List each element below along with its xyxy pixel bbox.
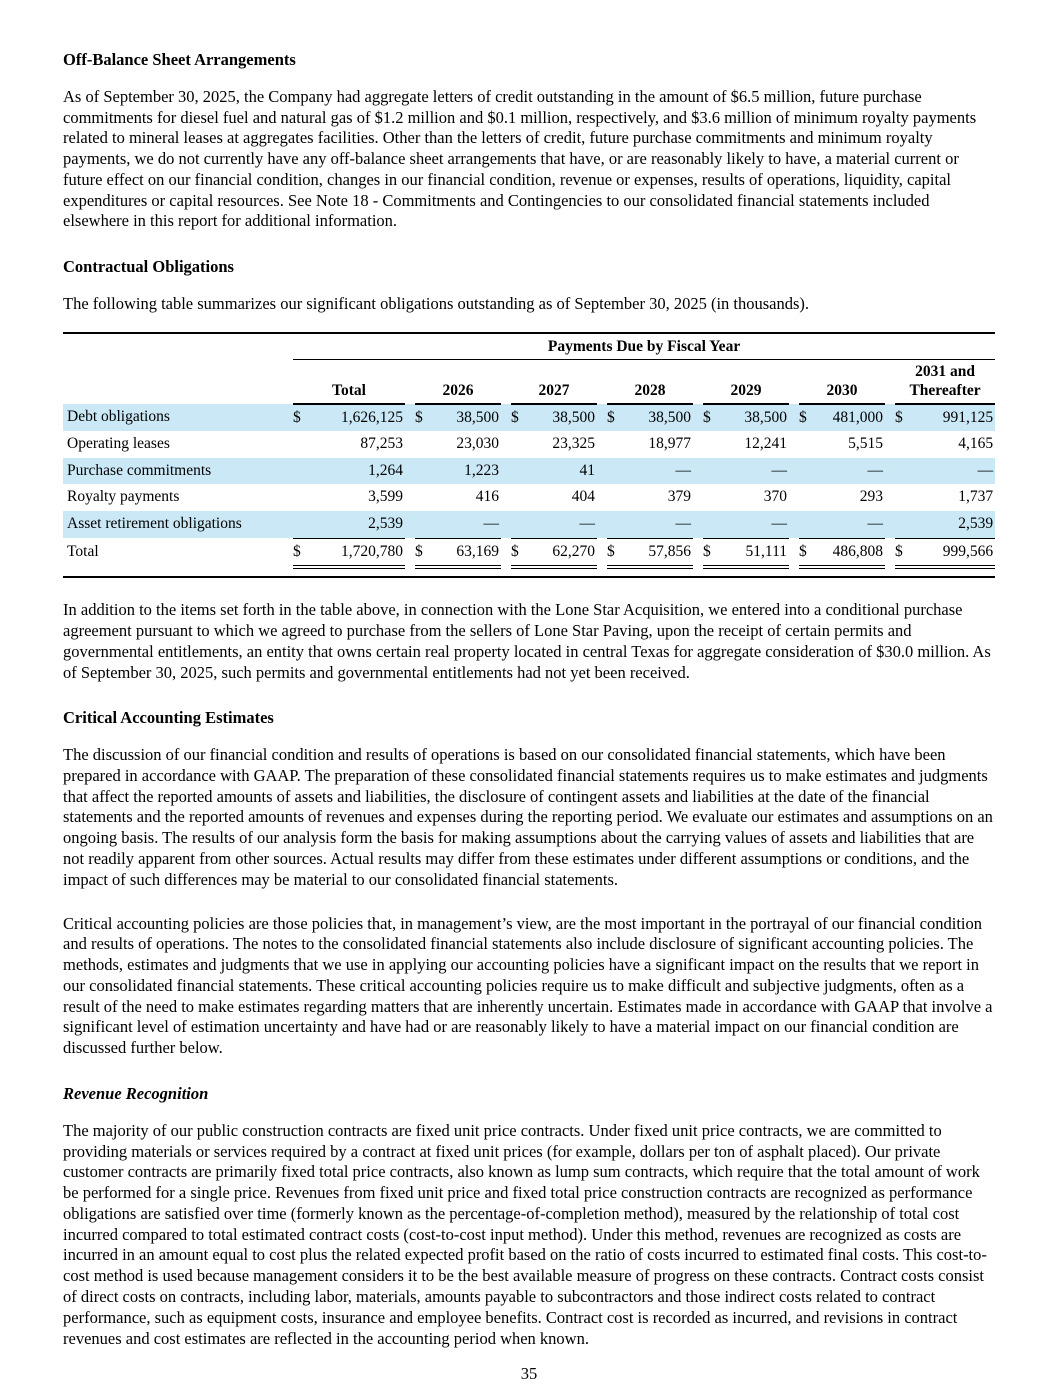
currency-cell: $ [293,404,313,432]
spacer-cell [693,538,703,567]
spacer-cell [501,484,511,511]
spacer-cell [789,484,799,511]
currency-cell [703,511,717,538]
spacer-cell [885,404,895,432]
spacer-cell [597,431,607,458]
spacer-cell [885,458,895,485]
spacer-cell [501,538,511,567]
currency-cell [607,458,621,485]
value-cell: 379 [667,488,691,506]
currency-cell [703,458,717,485]
paragraph-off-balance-sheet: As of September 30, 2025, the Company had aggregate letters of credit outstanding in the amount of $6.5 million, future purchase commitments for diesel fuel and natural gas of $1.2 million and $0.1 million, respectively, and $3.6 million of minimum royalty payments related to mineral leases at aggregates facilities. Other than the letters of credit, future purchase commitments and minimum royalty payments, we do not currently have any off-balance sheet arrangements that have, or are reasonably likely to have, a material current or future effect on our financial condition, changes in our financial condition, revenue or expenses, results of operations, liquidity, capital expenditures or capital resources. See Note 18 - Commitments and Contingencies to our consolidated financial statements included elsewhere in this report for additional information. [63,86,977,231]
spacer-cell [789,404,799,432]
column-header: 2030 [799,360,885,404]
currency-cell [607,431,621,458]
value-cell: 1,737 [958,488,994,506]
currency-cell: $ [799,538,813,567]
value-cell: 2,539 [909,511,995,538]
currency-cell [703,431,717,458]
spacer-cell [405,538,415,567]
currency-cell [293,484,313,511]
value-cell: 991,125 [909,404,995,432]
row-label: Royalty payments [67,488,180,506]
currency-cell [895,458,909,485]
value-cell: 18,977 [648,435,691,453]
column-header: 2028 [607,360,693,404]
table-group-header-row [63,337,995,360]
column-header: 2027 [511,360,597,404]
section-heading-revenue-recognition: Revenue Recognition [63,1084,209,1103]
value-cell: 1,626,125 [313,404,405,432]
spacer-cell [597,360,607,404]
value-cell: 57,856 [621,538,693,567]
currency-cell [895,431,909,458]
value-cell: — [909,458,995,485]
value-cell: 87,253 [360,435,403,453]
group-header-label: Payments Due by Fiscal Year [293,337,995,360]
spacer-cell [789,458,799,485]
currency-cell: $ [415,538,429,567]
spacer-cell [405,458,415,485]
value-cell: 1,264 [313,458,405,485]
table-row [63,404,995,432]
spacer-cell [405,484,415,511]
currency-cell: $ [607,404,621,432]
table-total-row [63,538,995,567]
spacer-cell [405,360,415,404]
column-header: 2026 [415,360,501,404]
paragraph-critical-2: Critical accounting policies are those policies that, in management’s view, are the most important in the portrayal of our financial condition and results of operations. The notes to the consolidated financial statements also include disclosure of significant accounting policies. The methods, estimates and judgments that we use in applying our accounting policies have a significant impact on the results that we report in our consolidated financial statements. These critical accounting policies require us to make difficult and subjective judgments, often as a result of the need to make estimates regarding matters that are inherently uncertain. Estimates made in accordance with GAAP that involve a significant level of estimation uncertainty and have had or are reasonably likely to have a material impact on our financial condition are discussed further below. [63,913,993,1058]
spacer-cell [693,511,703,538]
table-row [63,511,995,538]
column-header: 2029 [703,360,789,404]
value-cell: 23,325 [552,435,595,453]
spacer-cell [405,404,415,432]
currency-cell [293,511,313,538]
spacer-cell [405,431,415,458]
currency-cell [895,484,909,511]
value-cell: 12,241 [744,435,787,453]
value-cell: — [621,511,693,538]
value-cell: 486,808 [813,538,885,567]
value-cell: 51,111 [717,538,789,567]
currency-cell [415,484,429,511]
currency-cell [415,458,429,485]
spacer-cell [597,511,607,538]
row-label: Debt obligations [63,404,293,432]
value-cell: 2,539 [313,511,405,538]
value-cell: — [813,511,885,538]
currency-cell [415,511,429,538]
currency-cell [799,458,813,485]
currency-cell: $ [703,538,717,567]
spacer-cell [501,458,511,485]
obligations-table-container [63,332,995,578]
value-cell: — [717,511,789,538]
value-cell: 3,599 [368,488,403,506]
currency-cell: $ [895,404,909,432]
currency-cell: $ [511,538,525,567]
spacer-cell [501,511,511,538]
value-cell: — [813,458,885,485]
paragraph-after-table: In addition to the items set forth in the table above, in connection with the Lone Star Acquisition, we entered into a conditional purchase agreement pursuant to which we agreed to purchase from the sellers of Lone Star Paving, upon the receipt of certain permits and governmental entitlements, an entity that owns certain real property located in central Texas for aggregate consideration of $30.0 million. As of September 30, 2025, such permits and governmental entitlements had not yet been received. [63,600,991,682]
table-row [63,484,995,511]
value-cell: 41 [525,458,597,485]
value-cell: 481,000 [813,404,885,432]
table-row [63,431,995,458]
value-cell: 416 [475,488,499,506]
column-header: Total [293,360,405,404]
row-label: Asset retirement obligations [63,511,293,538]
currency-cell: $ [799,404,813,432]
paragraph-critical-1: The discussion of our financial condition and results of operations is based on our consolidated financial statements, which have been prepared in accordance with GAAP. The preparation of these consolidated financial statements requires us to make estimates and judgments that affect the reported amounts of assets and liabilities, the disclosure of contingent assets and liabilities at the date of the financial statements and the reported amounts of revenues and expenses during the reporting period. We evaluate our estimates and assumptions on an ongoing basis. The results of our analysis form the basis for making assumptions about the carrying values of assets and liabilities that are not readily apparent from other sources. Actual results may differ from these estimates under different assumptions or conditions, and the impact of such differences may be material to our consolidated financial statements. [63,745,993,889]
spacer-cell [789,360,799,404]
value-cell: 4,165 [958,435,994,453]
currency-cell [293,458,313,485]
currency-cell [607,511,621,538]
spacer-cell [789,431,799,458]
value-cell: — [717,458,789,485]
value-cell: 293 [859,488,883,506]
spacer-cell [501,360,511,404]
value-cell: 1,223 [429,458,501,485]
spacer-cell [885,538,895,567]
spacer-cell [597,458,607,485]
table-column-header-row [63,360,995,404]
row-label: Purchase commitments [63,458,293,485]
spacer-cell [885,431,895,458]
value-cell: — [621,458,693,485]
currency-cell: $ [511,404,525,432]
spacer-cell [693,458,703,485]
value-cell: 63,169 [429,538,501,567]
value-cell: 370 [763,488,787,506]
row-label: Operating leases [67,435,170,453]
currency-cell [511,431,525,458]
page-number: 35 [520,1364,538,1384]
currency-cell [895,511,909,538]
spacer-cell [693,404,703,432]
value-cell: 38,500 [717,404,789,432]
spacer-cell [501,431,511,458]
currency-cell [799,431,813,458]
spacer-cell [693,431,703,458]
currency-cell: $ [703,404,717,432]
currency-cell [511,511,525,538]
currency-cell [293,431,313,458]
value-cell: 38,500 [525,404,597,432]
spacer-cell [597,404,607,432]
value-cell: 23,030 [456,435,499,453]
value-cell: 38,500 [621,404,693,432]
currency-cell [799,511,813,538]
currency-cell: $ [293,538,313,567]
value-cell: — [429,511,501,538]
currency-cell [415,431,429,458]
value-cell: 5,515 [848,435,883,453]
spacer-cell [405,511,415,538]
spacer-cell [597,538,607,567]
currency-cell [511,458,525,485]
currency-cell: $ [895,538,909,567]
currency-cell [511,484,525,511]
section-heading-off-balance-sheet: Off-Balance Sheet Arrangements [63,50,296,69]
spacer-cell [597,484,607,511]
value-cell: 999,566 [909,538,995,567]
value-cell: — [525,511,597,538]
spacer-cell [885,484,895,511]
paragraph-contractual-intro: The following table summarizes our significant obligations outstanding as of September 30, 2025 (in thousands). [63,294,810,314]
currency-cell [703,484,717,511]
currency-cell [607,484,621,511]
value-cell: 62,270 [525,538,597,567]
spacer-cell [789,511,799,538]
spacer-cell [501,404,511,432]
value-cell: 38,500 [429,404,501,432]
currency-cell: $ [607,538,621,567]
column-header: 2031 and Thereafter [895,360,995,404]
section-heading-contractual-obligations: Contractual Obligations [63,257,234,277]
table-row [63,458,995,485]
spacer-cell [885,360,895,404]
obligations-table [63,337,995,569]
empty-cell [63,337,293,360]
currency-cell: $ [415,404,429,432]
currency-cell [799,484,813,511]
paragraph-revenue-recognition: The majority of our public construction contracts are fixed unit price contracts. Under fixed unit price contracts, we are committed to providing materials or services required by a contract at fixed unit prices (for example, dollars per ton of asphalt placed). Our private customer contracts are primarily fixed total price contracts, also known as lump sum contracts, which require that the total amount of work be performed for a single price. Revenues from fixed unit price and fixed total price construction contracts are recognized as performance obligations are satisfied over time (formerly known as the percentage-of-completion method), measured by the relationship of total cost incurred compared to total estimated contract costs (cost-to-cost input method). Under this method, revenues are recognized as costs are incurred in an amount equal to cost plus the related expected profit based on the ratio of costs incurred to estimated final costs. This cost-to-cost method is used because management considers it to be the best available measure of progress on these contracts. Contract costs consist of direct costs on contracts, including labor, materials, amounts payable to subcontractors and those indirect costs related to contract performance, such as equipment costs, insurance and employee benefits. Contract cost is recorded as incurred, and revisions in contract revenues and cost estimates are reflected in the accounting period when known. [63,1120,987,1348]
empty-cell [63,360,293,404]
section-heading-critical-accounting: Critical Accounting Estimates [63,708,274,728]
spacer-cell [789,538,799,567]
spacer-cell [693,360,703,404]
spacer-cell [885,511,895,538]
spacer-cell [693,484,703,511]
value-cell: 1,720,780 [313,538,405,567]
row-label: Total [67,543,99,561]
value-cell: 404 [571,488,595,506]
